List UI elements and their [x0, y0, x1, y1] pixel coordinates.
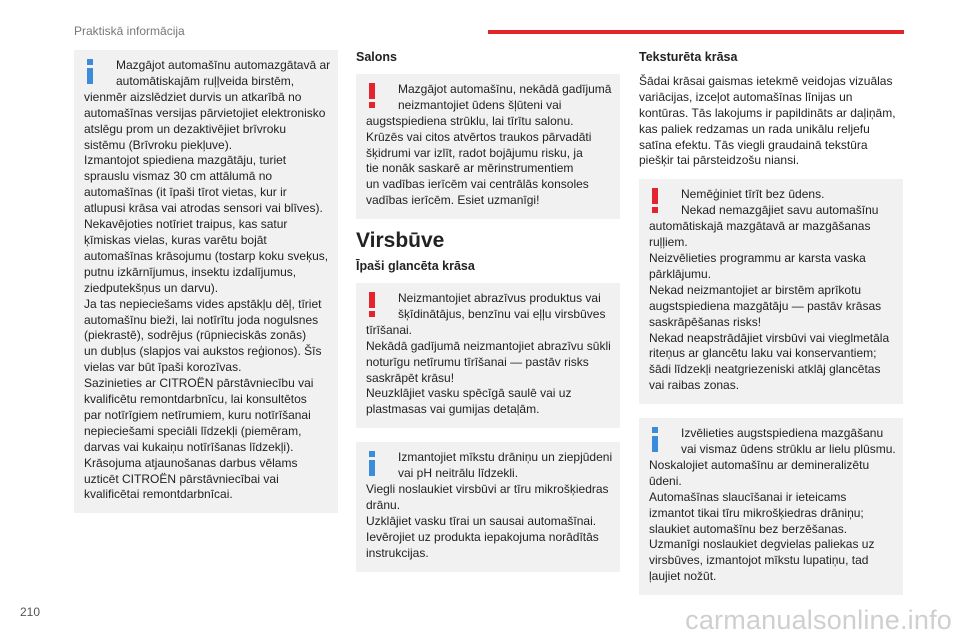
warning-box-body [649, 219, 893, 394]
text-line: Mazgājot automašīnu automazgātavā ar [116, 58, 331, 72]
text-line: vai vismaz ūdens strūklu ar lielu plūsmu. [681, 442, 896, 457]
text-line: pārklājumu. [649, 266, 712, 281]
text-line: Automašīnas slaucīšanai ir ieteicams [649, 489, 847, 504]
warning-box-body [366, 323, 610, 418]
text-line: Sazinieties ar CITROËN pārstāvniecību vai [84, 376, 314, 391]
text-line: Neizmantojiet abrazīvus produktus vai [398, 290, 601, 305]
info-box-body [649, 458, 893, 585]
column-left [74, 50, 338, 527]
text-line: Neizvēlieties programmu ar karsta vaska [649, 250, 866, 265]
text-line: kvalificētai remontdarbnīcai. [84, 487, 233, 502]
text-line: par notīrīgiem netīrumiem, kuru notīrīšanai [84, 407, 311, 422]
text-line: ziedputekšņus un darvu). [84, 280, 219, 295]
text-line: Nekad nemazgājiet savu automašīnu [681, 203, 879, 218]
column-right [639, 50, 903, 609]
text-line: Izmantojiet mīkstu drāniņu un ziepjūdeni [398, 450, 613, 465]
text-line: un dubļus (slapjos vai aukstos reģionos). Šīs [84, 344, 322, 359]
text-line: izmantot tikai tīru mikrošķiedras drāniņu; [649, 505, 864, 520]
text-line: satīna efektu. Tās viegli graudainā tekstūra [639, 137, 868, 152]
text-line: uzticēt CITROËN pārstāvniecībai vai [84, 471, 279, 486]
text-line: ļaujiet nožūt. [649, 569, 717, 584]
warning-box-intro [366, 82, 610, 114]
text-line: saskrāpēt krāsu! [366, 370, 455, 385]
text-line: automātiskajām ruļļveida birstēm, [116, 73, 295, 88]
warning-box-textured [639, 179, 903, 404]
text-line: Šādai krāsai gaismas ietekmē veidojas vizuālas [639, 73, 893, 88]
text-line: vai raibas zonas. [649, 378, 740, 393]
text-line: šķidrumi var izlīt, radot bojājumu risku, ja [366, 145, 583, 160]
textured-paint-intro [639, 74, 903, 169]
subheading-glossy-paint: Īpaši glancēta krāsa [356, 259, 475, 274]
text-line: šādi līdzekļi neatgriezeniski atklāj glancētas [649, 362, 881, 377]
text-line: neizmantojiet ūdens šļūteni vai [398, 97, 562, 112]
header-accent-bar [488, 30, 904, 34]
text-line: plastmasas vai gumijas detaļām. [366, 402, 540, 417]
text-line: automātiskajā mazgātavā ar mazgāšanas [649, 219, 871, 234]
text-line: Ja tas nepieciešams vides apstākļu dēļ, tīriet [84, 296, 322, 311]
text-line: slaukiet automašīnu bez berzēšanas. [649, 521, 848, 536]
info-box-textured [639, 418, 903, 595]
text-line: Mazgājot automašīnu, nekādā gadījumā [398, 81, 612, 96]
warning-box-intro [649, 187, 893, 219]
text-line: sprauslu vismaz 30 cm attālumā no [84, 169, 273, 184]
text-line: putnu izkārnījumus, insektu izdalījumus, [84, 264, 297, 279]
text-line: automašīnu bieži, lai notīrītu joda nogulsnes [84, 312, 319, 327]
text-line: variācijas, izceļot automašīnas līnijas un [639, 89, 853, 104]
info-box-intro [649, 426, 896, 458]
text-line: ruļļiem. [649, 235, 688, 250]
text-line: saskrāpēšanas risks! [649, 314, 762, 329]
text-line: Krāsojuma atjaunošanas darbus vēlams [84, 455, 298, 470]
info-box-intro [366, 450, 613, 482]
column-middle [356, 50, 620, 586]
info-box-intro [84, 58, 331, 90]
info-box-glossy [356, 442, 620, 571]
warning-box-glossy [356, 283, 620, 428]
text-line: automašīnas (it īpaši tīrot vietas, kur ir [84, 185, 287, 200]
warning-icon [649, 188, 661, 214]
info-icon [84, 59, 96, 85]
text-line: Neuzklājiet vasku spēcīgā saulē vai uz [366, 386, 572, 401]
info-icon [366, 451, 378, 477]
text-line: automašīnas krāsojumu (tostarp koku sveķus, [84, 248, 329, 263]
text-line: Uzklājiet vasku tīrai un sausai automašīnai. [366, 513, 597, 528]
text-line: atslēgu prom un dezaktivējiet brīvroku [84, 121, 287, 136]
text-line: virsbūves, izmantojot mīkstu lupatiņu, tad [649, 553, 869, 568]
text-line: sistēmu (Brīvroku piekļuve). [84, 137, 233, 152]
text-line: Nekad neapstrādājiet virsbūvi vai vieglmetāla [649, 330, 890, 345]
text-line: Izmantojot spiediena mazgātāju, turiet [84, 153, 287, 168]
warning-box-intro [366, 291, 610, 323]
text-line: automašīnas versijas pārvietojiet elektronisko [84, 105, 326, 120]
text-line: vai pH neitrālu līdzekli. [398, 466, 519, 481]
section-heading-salons: Salons [356, 50, 397, 64]
info-box-body [366, 482, 610, 562]
text-line: ūdeni. [649, 473, 682, 488]
warning-icon [366, 83, 378, 109]
text-line: tie nonāk saskarē ar mērinstrumentiem [366, 161, 574, 176]
text-line: Viegli noslaukiet virsbūvi ar tīru mikrošķiedras [366, 482, 609, 497]
text-line: vielas var būt īpaši korozīvas. [84, 360, 242, 375]
text-line: kas paliek redzamas un rada unikālu reljefu [639, 121, 870, 136]
text-line: Nekādā gadījumā neizmantojiet abrazīvu sūkli [366, 338, 611, 353]
text-line: Ievērojiet uz produkta iepakojuma norādītās [366, 529, 599, 544]
text-line: darvas vai kukaiņu notīrīšanas līdzekļi). [84, 439, 294, 454]
text-line: un vadības ierīcēm vai centrālās konsoles [366, 177, 589, 192]
text-line: nepieciešami speciāli līdzekļi (piemēram, [84, 423, 302, 438]
text-line: piešķir tai pārsteidzošu niansi. [639, 153, 800, 168]
text-line: Izvēlieties augstspiediena mazgāšanu [681, 426, 884, 441]
text-line: vienmēr aizslēdziet durvis un atkarībā no [84, 89, 302, 104]
warning-box-body [366, 114, 610, 209]
text-line: riteņus ar glancētu laku vai konservantiem; [649, 346, 877, 361]
text-line: kvalificētu remontdarbnīcu, lai konsultētos [84, 392, 307, 407]
text-line: Uzmanīgi noslaukiet degvielas paliekas uz [649, 537, 875, 552]
text-line: augstspiediena strūklu, lai tīrītu salonu. [366, 113, 574, 128]
text-line: Nekavējoties notīriet traipus, kas satur [84, 217, 288, 232]
text-line: ķīmiskas vielas, kuras varētu bojāt [84, 232, 267, 247]
text-line: Nemēģiniet tīrīt bez ūdens. [681, 187, 825, 202]
text-line: augstspiediena mazgātāju — pastāv krāsas [649, 298, 882, 313]
text-line: Noskalojiet automašīnu ar demineralizētu [649, 457, 870, 472]
page-header-title: Praktiskā informācija [74, 24, 185, 38]
warning-icon [366, 292, 378, 318]
warning-box-interior [356, 74, 620, 219]
text-line: kontūras. Tās lakojums ir papildināts ar daļiņām, [639, 105, 896, 120]
info-box-car-wash [74, 50, 338, 513]
text-line: drānu. [366, 497, 401, 512]
text-line: vadības ierīcēm. Esiet uzmanīgi! [366, 193, 540, 208]
section-heading-virsbuve: Virsbūve [356, 229, 445, 253]
page-number: 210 [20, 605, 41, 619]
section-heading-textured-paint: Teksturēta krāsa [639, 50, 738, 64]
text-line: atlupusi krāsa vai atrodas sensori vai blīves). [84, 201, 323, 216]
info-icon [649, 427, 661, 453]
text-line: šķīdinātājus, benzīnu vai eļļu virsbūves [398, 306, 606, 321]
watermark: carmanualsonline.info [685, 605, 952, 635]
text-line: noturīgu netīrumu tīrīšanai — pastāv risks [366, 354, 589, 369]
text-line: instrukcijas. [366, 545, 429, 560]
info-box-body [84, 90, 328, 504]
text-line: Krūzēs vai citos atvērtos traukos pārvadāti [366, 129, 592, 144]
text-line: (piekrastē), sodrējus (rūpnieciskās zonās) [84, 328, 307, 343]
text-line: Nekad neizmantojiet ar birstēm aprīkotu [649, 282, 862, 297]
text-line: tīrīšanai. [366, 322, 413, 337]
